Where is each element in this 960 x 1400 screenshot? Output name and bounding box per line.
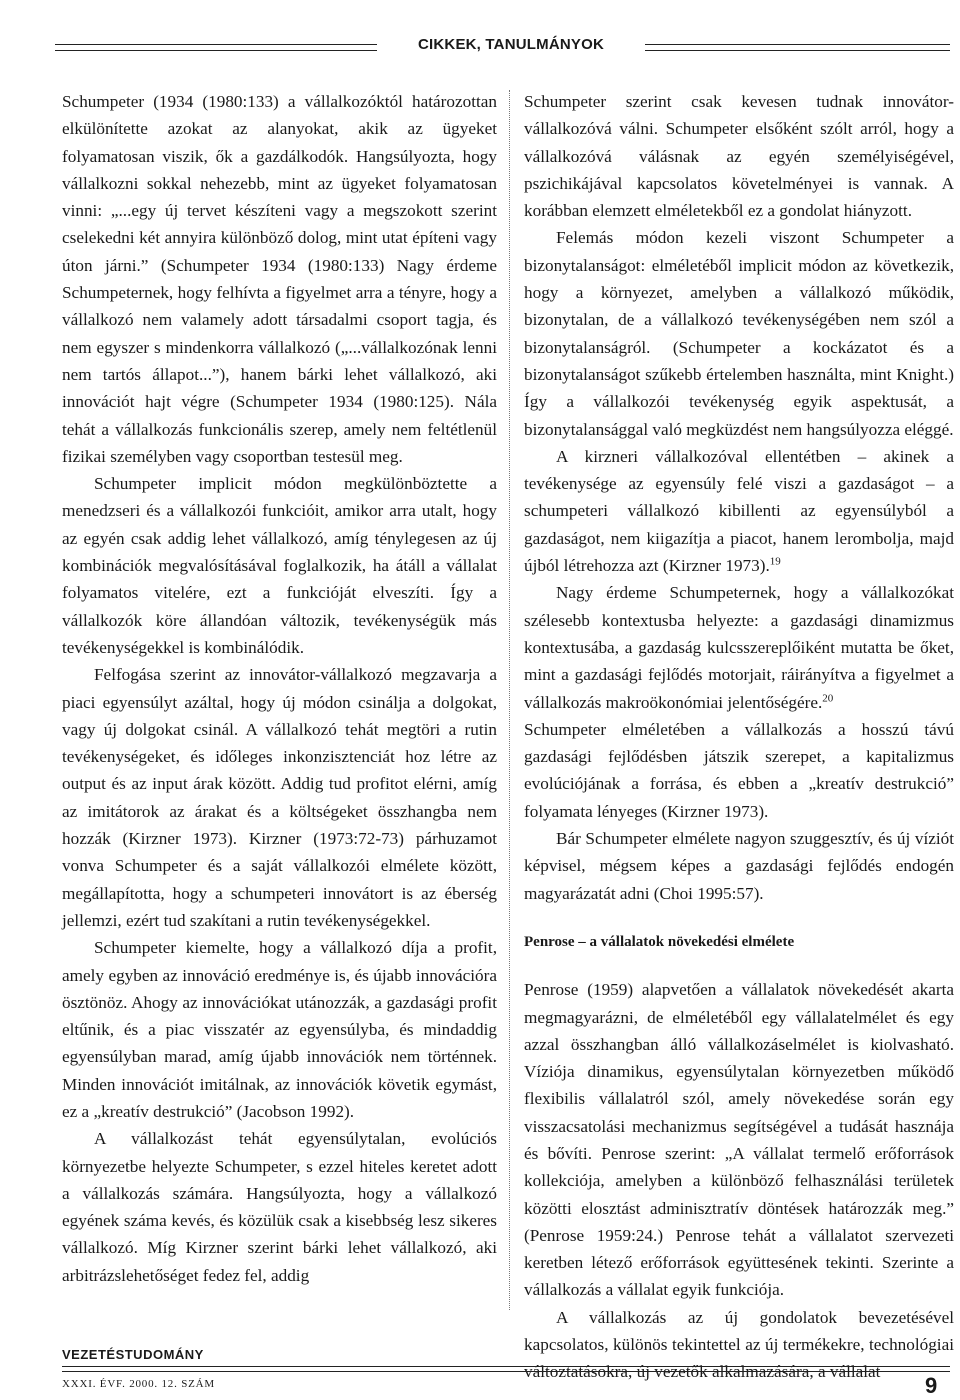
right-paragraph-1: Schumpeter szerint csak kevesen tudnak innovátor-vállalkozóvá válni. Schumpeter elsőként szólt arról, hogy a vállalkozóvá válásnak az egyén személyiségével, pszichikájával kapcsolatos követelményei is vannak. A korábban elemzett elméletekből ez a gondolat hiányzott. — [524, 92, 954, 221]
right-column — [524, 88, 954, 1386]
footnote-ref-19: 19 — [769, 555, 781, 568]
left-paragraph-3: Felfogása szerint az innovátor-vállalkozó megzavarja a piaci egyensúlyt azáltal, hogy új módon csinálja a dolgokat, vagy új dolgokat csinál. A vállalkozó tehát megtöri a rutin tevékenységeket, és időleges inkonzisztenciát hoz létre az output és az input árak között. Addig tud profitot elérni, amíg az imitátorok az árakat és a költségeket összhangba nem hozzák (Kirzner 1973). Kirzner (1973:72-73) párhuzamot vonva Schumpeter és a saját vállalkozói elmélete között, megállapította, hogy a schumpeteri innovátort is az éberség jellemzi, ezért tud szakítani a rutin tevékenységekkel. — [62, 665, 497, 930]
left-column — [62, 88, 497, 1289]
header-rule-right — [645, 44, 950, 51]
left-paragraph-4: Schumpeter kiemelte, hogy a vállalkozó díja a profit, amely egyben az innováció eredménye is, és újabb innovációra ösztönöz. Ahogy az innovációkat utánozzák, a gazdasági profit eltűnik, és a piac visszatér az egyensúlyba, és mindaddig egyensúlyban marad, amíg újabb innovációk nem történnek. Minden innovációt imitálnak, az innovációk követik egymást, ez a „kreatív destrukció” (Jacobson 1992). — [62, 938, 497, 1121]
section-heading-penrose: Penrose – a vállalatok növekedési elmélete — [524, 933, 795, 950]
right-paragraph-3-text: A kirzneri vállalkozóval ellentétben – akinek a tevékenysége az egyensúly felé viszi a gazdaságot – a schumpeteri vállalkozó kibillenti az egyensúlyból a gazdaságot, nem kiigazítja a piacot, hanem lerombolja, majd újból létrehozza azt (Kirzner 1973). — [524, 446, 954, 576]
section-title: CIKKEK, TANULMÁNYOK — [417, 36, 604, 53]
column-divider — [509, 90, 510, 1310]
left-paragraph-5: A vállalkozást tehát egyensúlytalan, evolúciós környezetbe helyezte Schumpeter, s ezzel hiteles keretet adott a vállalkozás számára. Hangsúlyozta, hogy a vállalkozó egyének száma kevés, és közülük csak a kisebbség lesz sikeres vállalkozó. Míg Kirzner szerint bárki lehet vállalkozó, aki arbitrázslehetőséget fedez fel, addig — [62, 1129, 497, 1285]
page-number: 9 — [925, 1373, 938, 1398]
issue-info: XXXI. ÉVF. 2000. 12. SZÁM — [62, 1378, 215, 1390]
footnote-ref-20: 20 — [822, 691, 834, 704]
right-paragraph-6: Bár Schumpeter elmélete nagyon szuggesztív, és új víziót képvisel, mégsem képes a gazdasági fejlődés endogén magyarázatát adni (Choi 1995:57). — [524, 829, 954, 903]
right-paragraph-5: Schumpeter elméletében a vállalkozás a hosszú távú gazdasági fejlődésben játszik szerepet, a kapitalizmus evolúciójának a forrása, és ebben a „kreatív destrukció” folyamata lényeges (Kirzner 1973). — [524, 719, 954, 821]
header-rule-left — [55, 44, 377, 51]
right-paragraph-4-text: Nagy érdeme Schumpeternek, hogy a vállalkozókat szélesebb kontextusba helyezte: a gazdasági dinamizmus kontextusába, a gazdaság kulcsszereplőiként mutatta be őket, mint a gazdasági fejlődés motorjait, ráirányítva a figyelmet a vállalkozás makroökonómiai jelentőségére. — [524, 583, 954, 712]
journal-name: VEZETÉSTUDOMÁNY — [62, 1347, 204, 1362]
right-paragraph-3 — [524, 443, 954, 579]
right-paragraph-4 — [524, 579, 954, 715]
right-paragraph-2: Felemás módon kezeli viszont Schumpeter a bizonytalanságot: elméletéből implicit módon az következik, hogy a környezet, amelyben a vállalkozó működik, bizonytalan, de a vállalkozó tevékenységében nem szól a bizonytalanságról. (Schumpeter a kockázatot és a bizonytalanságot szűkebb értelemben használta, mint Knight.) Így a vállalkozói tevékenység egyik aspektusát, a bizonytalansággal való megküzdést nem hangsúlyozza eléggé. — [524, 228, 954, 439]
page-header — [55, 36, 950, 56]
right-paragraph-8: A vállalkozás az új gondolatok bevezetésével kapcsolatos, különös tekintettel az új termékekre, technológiai változtatásokra, új vezetők alkalmazására, a vállalat — [524, 1307, 954, 1382]
footer-rule — [62, 1366, 950, 1372]
left-paragraph-2: Schumpeter implicit módon megkülönböztette a menedzseri és a vállalkozói funkcióit, amikor arra utalt, hogy az egyén csak addig lehet vállalkozó, amíg ténylegesen az új kombinációk megvalósításával foglalkozik, ha átáll a vállalat folyamatos vitelére, ezt a funkcióját elveszíti. Így a vállalkozók köre állandóan változik, tevékenységük más tevékenységekkel is kombinálódik. — [62, 474, 497, 657]
left-paragraph-1: Schumpeter (1934 (1980:133) a vállalkozóktól határozottan elkülönítette azokat az alanyokat, akik az ügyeket folyamatosan viszik, ők a gazdálkodók. Hangsúlyozta, hogy vállalkozni sokkal nehezebb, mint az ügyeket folyamatosan vinni: „...egy új tervet készíteni vagy a megszokott szerint cselekedni két annyira különböző dolog, mint utat építeni vagy úton járni.” (Schumpeter 1934 (1980:133) Nagy érdeme Schumpeternek, hogy felhívta a figyelmet arra a tényre, hogy a vállalkozó nem valamely adott társadalmi csoport tagja, és nem egyszer s mindenkorra vállalkozó („...vállalkozónak lenni nem tartós állapot...”), hanem bárki lehet vállalkozó, aki innovációt hajt végre (Schumpeter 1934 (1980:125). Nála tehát a vállalkozás funkcionális szerep, amely nem feltétlenül fizikai személyben vagy csoportban testesül meg. — [62, 92, 497, 466]
right-paragraph-7: Penrose (1959) alapvetően a vállalatok növekedését akarta megmagyarázni, de elméletéből egy vállalatelmélet és egy azzal összhangban álló vállalkozáselmélet is kiolvasható. Víziója dinamikus, egyensúlytalan környezetben működő flexibilis vállalatról szól, amely növekedése során egy visszacsatolási mechanizmus segítségével a tudását hasznája és bővíti. Penrose szerint: „A vállalat termelő erőforrások kollekciója, amelyben a különböző felhasználási területek közötti elosztást adminisztratív döntések határozzák meg.” (Penrose 1959:24.) Penrose tehát a vállalatot szervezeti keretben létező erőforrások együttesének tekinti. Szerinte a vállalkozás a vállalat egyik funkciója. — [524, 980, 954, 1300]
